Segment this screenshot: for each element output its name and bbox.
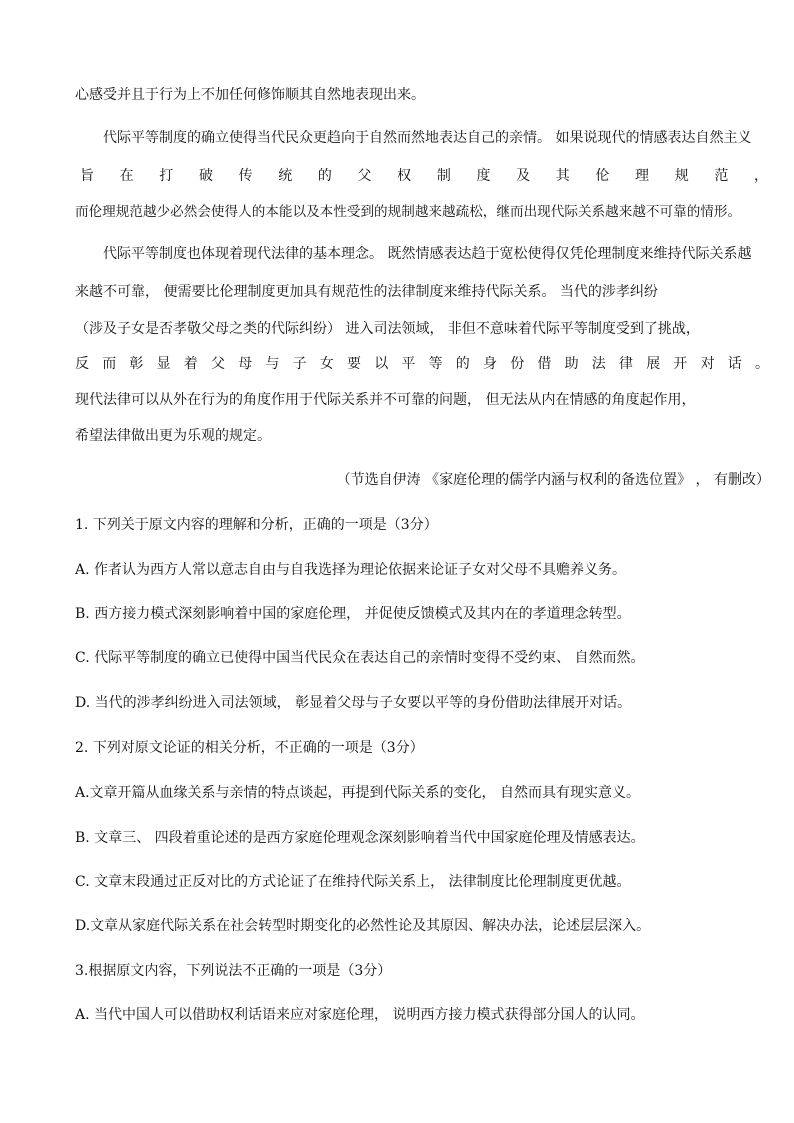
question-1-option-c: C. 代际平等制度的确立已使得中国当代民众在表达自己的亲情时变得不受约束、 自然而然。 xyxy=(75,650,645,666)
passage-paragraph-start: 代际平等制度的确立使得当代民众更趋向于自然而然地表达自己的亲情。 如果说现代的情感表达自然主义 xyxy=(103,130,752,146)
passage-line-spaced: 旨在打破传统的父权制度及其伦理规范， xyxy=(80,168,768,184)
passage-line: （涉及子女是否孝敬父母之类的代际纠纷） 进入司法领域， 非但不意味着代际平等制度受到了挑战， xyxy=(75,321,700,337)
question-1-stem: 1. 下列关于原文内容的理解和分析，正确的一项是（3分） xyxy=(75,517,438,533)
question-2-option-c: C. 文章末段通过正反对比的方式论证了在维持代际关系上， 法律制度比伦理制度更优越。 xyxy=(75,874,631,890)
question-3-option-a: A. 当代中国人可以借助权利话语来应对家庭伦理， 说明西方接力模式获得部分国人的认同。 xyxy=(75,1007,645,1023)
passage-line: 而伦理规范越少必然会使得人的本能以及本性受到的规制越来越疏松，继而出现代际关系越来越不可靠的情形。 xyxy=(75,204,742,220)
question-2-option-d: D.文章从家庭代际关系在社会转型时期变化的必然性论及其原因、解决办法，论述层层深入。 xyxy=(75,918,651,934)
question-1-option-d: D. 当代的涉孝纠纷进入司法领域， 彰显着父母与子女要以平等的身份借助法律展开对话。 xyxy=(75,695,632,711)
question-1-option-a: A. 作者认为西方人常以意志自由与自我选择为理论依据来论证子女对父母不具赡养义务。 xyxy=(75,562,627,578)
source-citation: （节选自伊涛 《家庭伦理的儒学内涵与权利的备选位置》 ， 有删改） xyxy=(336,472,770,488)
question-2-stem: 2. 下列对原文论证的相关分析，不正确的一项是（3分） xyxy=(75,740,424,756)
question-2-option-a: A.文章开篇从血缘关系与亲情的特点谈起，再提到代际关系的变化， 自然而具有现实意义。 xyxy=(75,785,641,801)
passage-line: 来越不可靠， 便需要比伦理制度更加具有规范性的法律制度来维持代际关系。 当代的涉孝纠纷 xyxy=(75,284,658,300)
passage-paragraph-start: 代际平等制度也体现着现代法律的基本理念。 既然情感表达趋于宽松使得仅凭伦理制度来维持代际关系越 xyxy=(103,246,752,262)
question-2-option-b: B. 文章三、 四段着重论述的是西方家庭伦理观念深刻影响着当代中国家庭伦理及情感表达。 xyxy=(75,830,645,846)
passage-line: 心感受并且于行为上不加任何修饰顺其自然地表现出来。 xyxy=(75,87,425,103)
question-3-stem: 3.根据原文内容，下列说法不正确的一项是（3分） xyxy=(75,963,392,979)
passage-line: 希望法律做出更为乐观的规定。 xyxy=(75,428,271,444)
passage-line-spaced: 反而彰显着父母与子女要以平等的身份借助法律展开对话。 xyxy=(75,356,769,372)
question-1-option-b: B. 西方接力模式深刻影响着中国的家庭伦理， 并促使反馈模式及其内在的孝道理念转型。 xyxy=(75,606,631,622)
passage-line: 现代法律可以从外在行为的角度作用于代际关系并不可靠的问题， 但无法从内在情感的角度起作用， xyxy=(75,392,696,408)
